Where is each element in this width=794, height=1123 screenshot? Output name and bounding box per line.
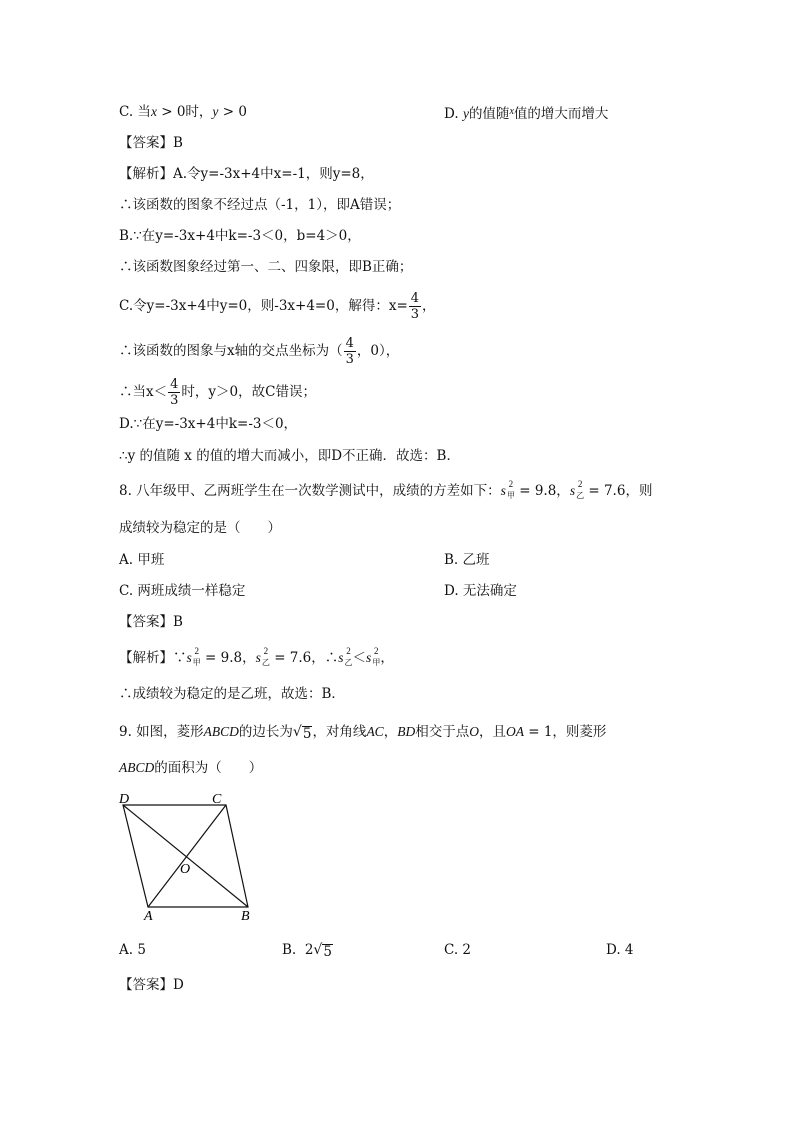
q8-stem-line-2: 成绩较为稳定的是（ ） xyxy=(119,520,281,536)
q9-option-c: C. 2 xyxy=(444,942,472,958)
variance-jia: s 2 $_甲$ xyxy=(366,646,381,667)
label-o: O xyxy=(180,862,191,877)
q7-explain-line-1: 【解析】A.令y=-3x+4中x=-1，则y=8， xyxy=(119,166,374,182)
variance-yi: s 2 $_乙$ xyxy=(255,646,270,667)
q7-answer: 【答案】B xyxy=(119,135,183,151)
fraction: $\frac{4}{3}$ xyxy=(170,377,179,408)
q8-explain-line-1: 【解析】∵s 2 $_甲$ = 9.8，s 2 $_乙$ = 7.6，∴s 2 $_乙$＜s 2 $_甲$， xyxy=(119,648,394,673)
q7-explain-line-d2: ∴y 的值随 x 的值的增大而减小，即D不正确．故选：B． xyxy=(119,448,460,464)
q7-explain-line-3: B.∵在y=-3x+4中k=-3＜0，b=4＞0， xyxy=(119,228,361,244)
q7-explain-line-when: ∴当x＜ $\frac{4}{3}$ 时，y＞0，故C错误； xyxy=(119,377,316,408)
q9-stem-line-1: 9. 如图，菱形ABCD的边长为 √ 5 ，对角线AC，BD相交于点O，且OA = 1，则菱形 xyxy=(119,724,607,742)
q8-option-d: D. 无法确定 xyxy=(444,583,517,599)
q7-option-c: C. 当x > 0时，y > 0 xyxy=(119,104,247,120)
q8-conclusion: ∴成绩较为稳定的是乙班，故选：B． xyxy=(119,686,345,702)
q9-option-d: D. 4 xyxy=(606,942,634,958)
q8-option-c: C. 两班成绩一样稳定 xyxy=(119,583,246,599)
q9-stem-line-2: ABCD的面积为（ ） xyxy=(119,760,263,776)
variance-jia: s 2 $_甲$ xyxy=(500,479,515,500)
q9-option-b: B. 2 √ 5 xyxy=(282,942,332,960)
q7-explain-line-c: C.令y=-3x+4中y=0，则-3x+4=0，解得：x= $\frac{4}{3}$ ， xyxy=(119,291,436,322)
q9-option-a: A. 5 xyxy=(119,942,146,958)
fraction: $\frac{4}{3}$ xyxy=(345,336,354,367)
fraction: $\frac{4}{3}$ xyxy=(410,291,420,322)
q8-option-b: B. 乙班 xyxy=(444,552,490,568)
q7-option-d: D. y的值随$^x$值的增大而增大 xyxy=(444,106,609,122)
sqrt: √ 5 xyxy=(313,942,332,960)
q9-answer: 【答案】D xyxy=(119,977,184,993)
diagonal-ca xyxy=(148,805,226,907)
variance-jia: s 2 $_甲$ xyxy=(186,646,201,667)
label-a: A xyxy=(144,909,153,924)
variance-yi: s 2 $_乙$ xyxy=(569,479,585,500)
q7-explain-line-d1: D.∵在y=-3x+4中k=-3＜0， xyxy=(119,416,298,432)
label-b: B xyxy=(241,909,250,924)
label-c: C xyxy=(212,792,222,807)
q7-explain-line-2: ∴该函数的图象不经过点（-1，1），即A错误； xyxy=(119,197,401,213)
rhombus-figure xyxy=(116,792,276,924)
sqrt: √ 5 xyxy=(292,724,312,742)
q7-explain-line-intersect: ∴该函数的图象与x轴的交点坐标为（ $\frac{4}{3}$ ，0）， xyxy=(119,336,400,367)
variance-yi: s 2 $_乙$ xyxy=(338,646,353,667)
q8-answer: 【答案】B xyxy=(119,614,183,630)
label-d: D xyxy=(119,792,130,807)
q8-option-a: A. 甲班 xyxy=(119,552,165,568)
q8-stem-line-1: 8. 八年级甲、乙两班学生在一次数学测试中，成绩的方差如下：s 2 $_甲$ = 9.8，s 2 $_乙$ = 7.6，则 xyxy=(119,481,652,506)
q7-explain-line-4: ∴该函数图象经过第一、二、四象限，即B正确； xyxy=(119,259,413,275)
